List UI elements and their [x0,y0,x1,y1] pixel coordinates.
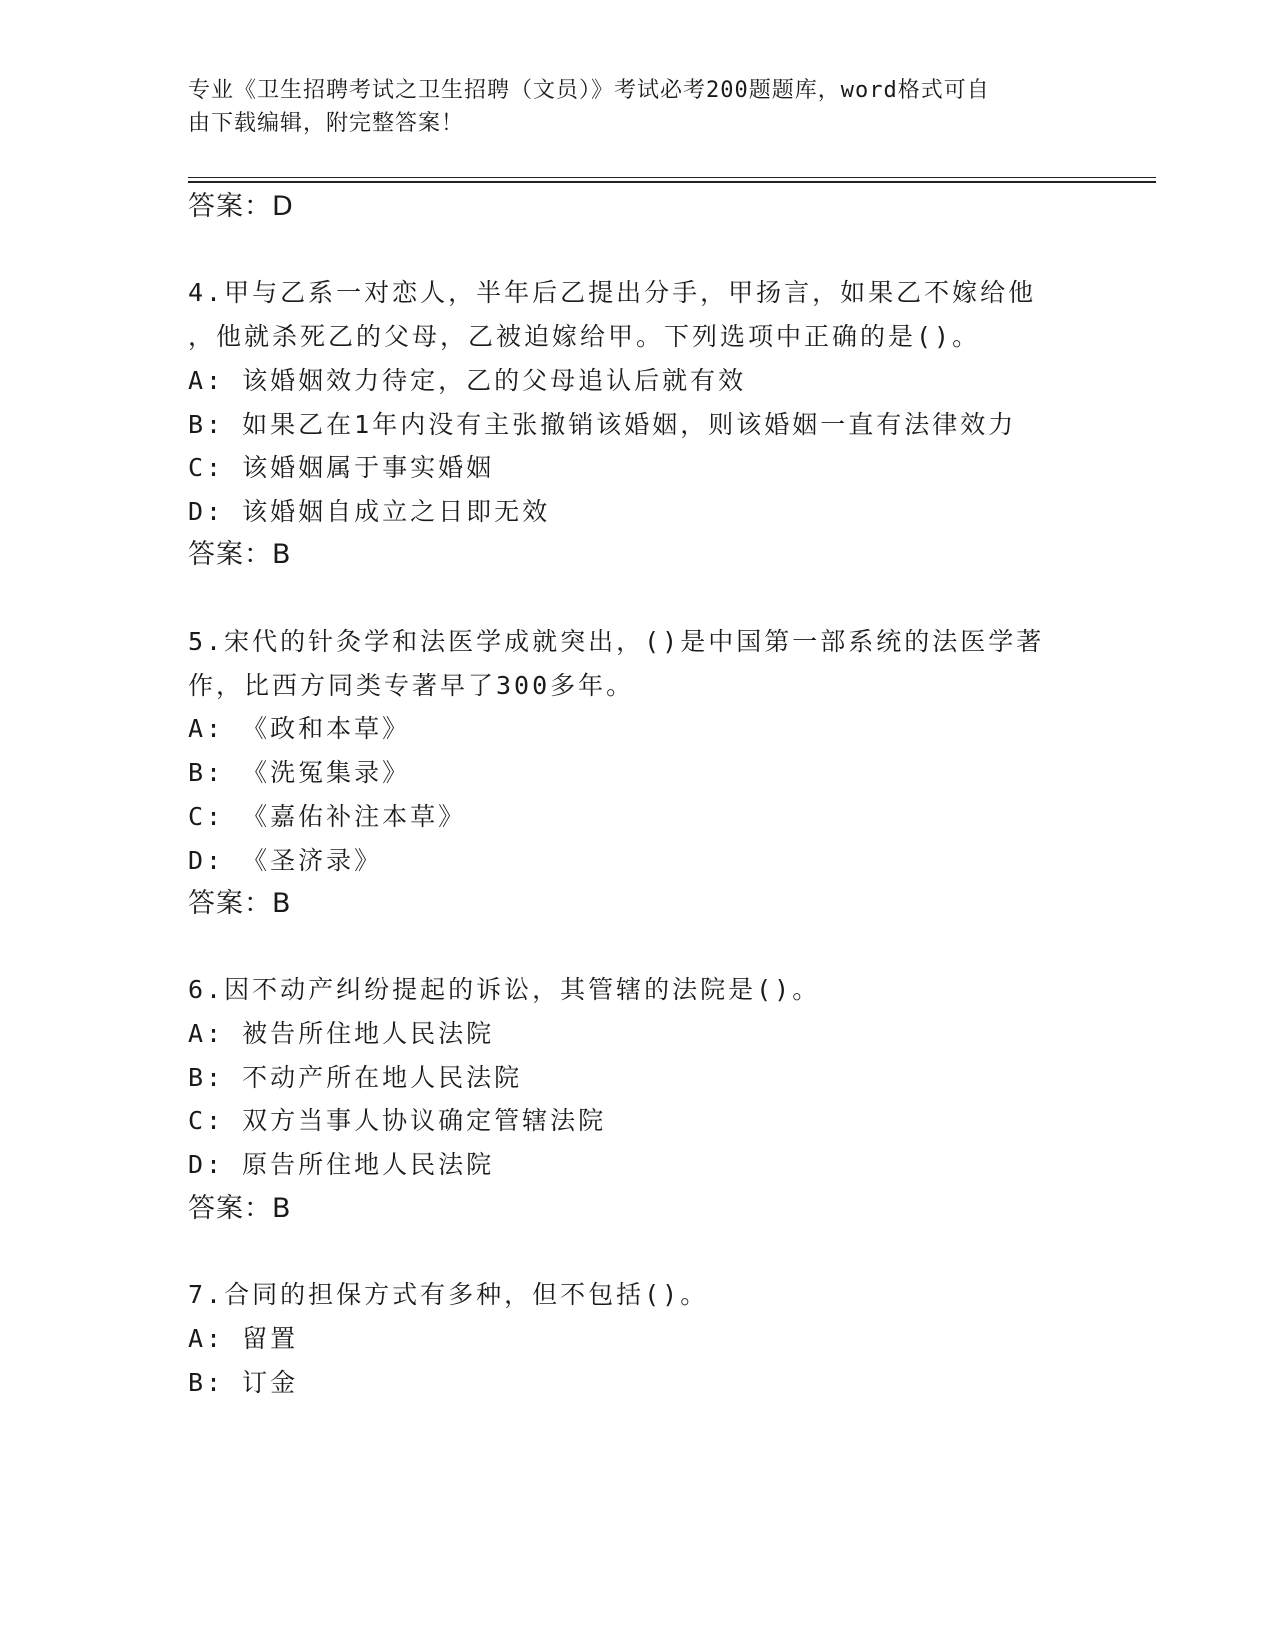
question-stem: 4.甲与乙系一对恋人，半年后乙提出分手，甲扬言，如果乙不嫁给他 [188,278,1037,307]
question-stem: ，他就杀死乙的父母，乙被迫嫁给甲。下列选项中正确的是()。 [188,322,981,351]
option-c: C: 双方当事人协议确定管辖法院 [188,1106,607,1135]
option-c: C: 该婚姻属于事实婚姻 [188,453,495,482]
answer-label: 答案：B [188,888,292,919]
answer-label: 答案：D [188,191,294,222]
question-stem: 7.合同的担保方式有多种，但不包括()。 [188,1280,709,1309]
option-d: D: 《圣济录》 [188,846,383,875]
question-stem: 5.宋代的针灸学和法医学成就突出，()是中国第一部系统的法医学著 [188,627,1045,656]
question-stem: 6.因不动产纠纷提起的诉讼，其管辖的法院是()。 [188,975,821,1004]
option-a: A: 留置 [188,1324,299,1353]
document-header [188,74,1068,140]
header-line-1: 专业《卫生招聘考试之卫生招聘（文员）》考试必考200题题库，word格式可自 [188,78,990,103]
option-c: C: 《嘉佑补注本草》 [188,802,467,831]
header-divider-thin [188,177,1156,178]
answer-label: 答案：B [188,539,292,570]
option-a: A: 《政和本草》 [188,714,411,743]
answer-label: 答案：B [188,1193,292,1224]
option-b: B: 《洗冤集录》 [188,758,411,787]
option-b: B: 订金 [188,1368,299,1397]
option-d: D: 该婚姻自成立之日即无效 [188,497,551,526]
option-b: B: 如果乙在1年内没有主张撤销该婚姻，则该婚姻一直有法律效力 [188,410,1017,439]
option-a: A: 被告所住地人民法院 [188,1019,495,1048]
option-d: D: 原告所住地人民法院 [188,1150,495,1179]
header-divider-thick [188,181,1156,183]
question-stem: 作，比西方同类专著早了300多年。 [188,671,635,700]
header-line-2: 由下载编辑，附完整答案！ [188,111,465,136]
option-a: A: 该婚姻效力待定，乙的父母追认后就有效 [188,366,747,395]
option-b: B: 不动产所在地人民法院 [188,1063,523,1092]
